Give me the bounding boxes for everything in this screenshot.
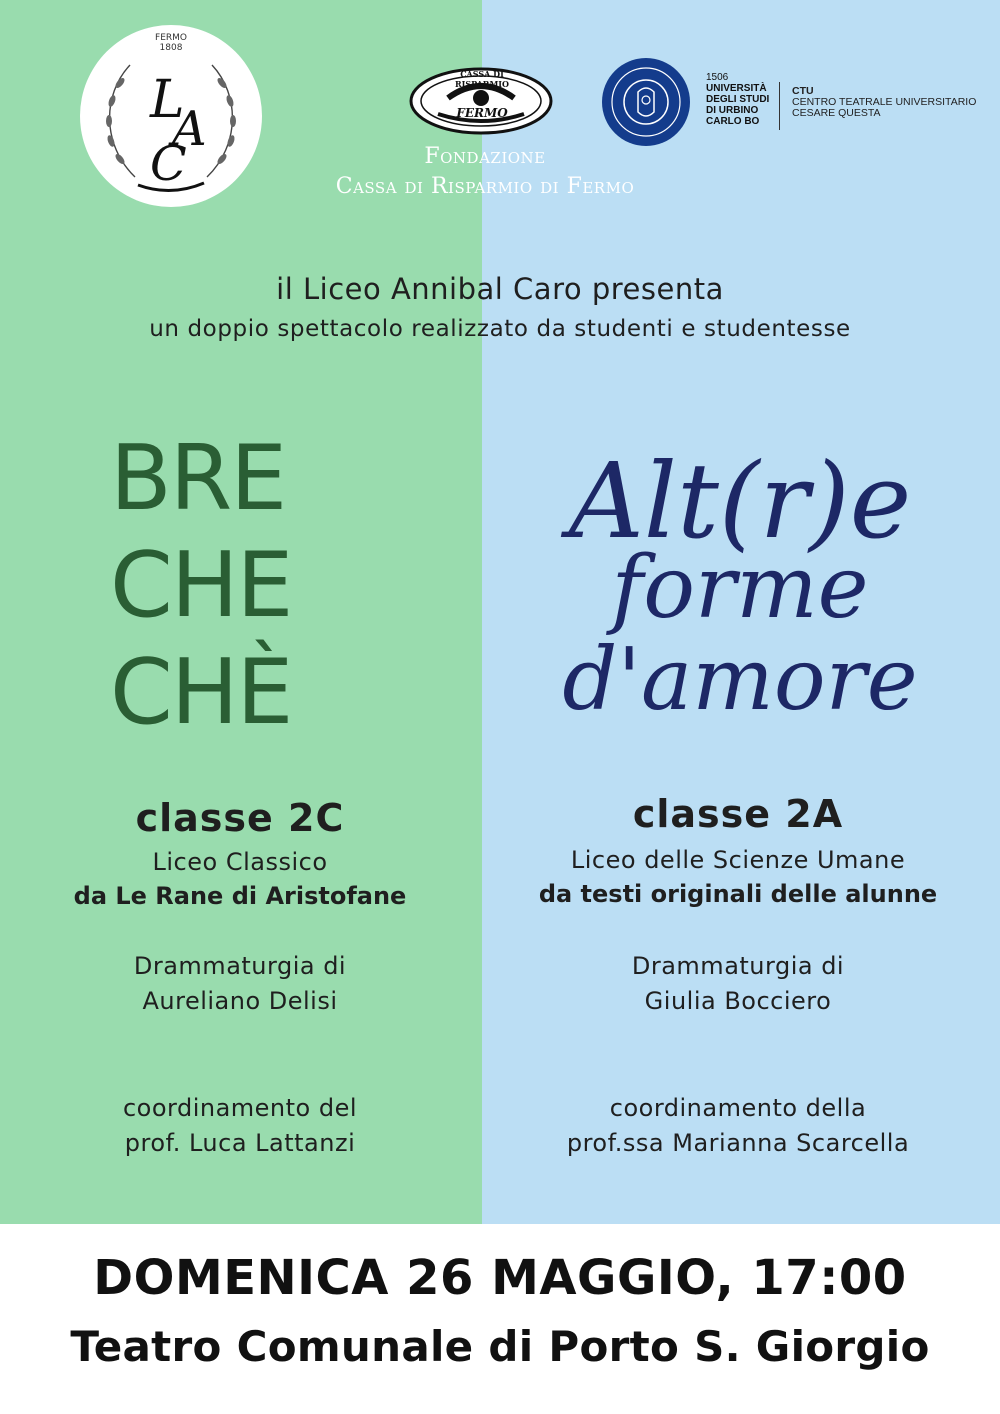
left-title-line: CHÈ bbox=[110, 640, 292, 745]
bank-seal-bottom-text: FERMO bbox=[456, 106, 508, 120]
event-venue: Teatro Comunale di Porto S. Giorgio bbox=[70, 1322, 930, 1371]
right-coord-name: prof.ssa Marianna Scarcella bbox=[566, 1129, 910, 1157]
right-title-line: forme bbox=[611, 538, 869, 638]
left-dramaturgy-name: Aureliano Delisi bbox=[142, 987, 338, 1015]
bank-seal-top-text: CASSA DI RISPARMIO bbox=[454, 69, 510, 89]
right-title-line: d'amore bbox=[562, 630, 918, 730]
event-date: DOMENICA 26 MAGGIO, 17:00 bbox=[93, 1250, 907, 1306]
university-seal-icon bbox=[602, 58, 690, 146]
university-line: DI URBINO bbox=[706, 105, 759, 116]
fondazione-name-line2: Cassa di Risparmio di Fermo bbox=[335, 174, 635, 199]
left-title-line: CHE bbox=[110, 533, 292, 638]
right-dramaturgy-label: Drammaturgia di bbox=[631, 952, 845, 980]
ctu-acronym: CTU bbox=[792, 85, 814, 97]
left-title-line: BRE bbox=[110, 426, 286, 531]
logo-divider bbox=[779, 82, 780, 130]
svg-text:L: L bbox=[150, 70, 185, 130]
university-line: UNIVERSITÀ bbox=[706, 83, 767, 94]
right-dramaturgy-name: Giulia Bocciero bbox=[644, 987, 832, 1015]
left-show-title bbox=[110, 425, 380, 746]
university-year: 1506 bbox=[706, 72, 729, 83]
ctu-line: CESARE QUESTA bbox=[792, 107, 881, 119]
left-school: Liceo Classico bbox=[152, 848, 328, 876]
left-class-label: classe 2C bbox=[135, 796, 345, 840]
right-class-label: classe 2A bbox=[632, 792, 844, 836]
ctu-name bbox=[792, 86, 976, 119]
right-coord-label: coordinamento della bbox=[609, 1094, 867, 1122]
crest-year-text: 1808 bbox=[159, 43, 183, 53]
university-line: CARLO BO bbox=[706, 116, 760, 127]
left-source: da Le Rane di Aristofane bbox=[73, 882, 407, 910]
fondazione-name-line1: Fondazione bbox=[424, 144, 546, 169]
ctu-line: CENTRO TEATRALE UNIVERSITARIO bbox=[792, 96, 977, 108]
fondazione-name bbox=[290, 142, 680, 202]
left-dramaturgy-label: Drammaturgia di bbox=[133, 952, 347, 980]
right-school: Liceo delle Scienze Umane bbox=[570, 846, 906, 874]
school-crest-icon bbox=[80, 25, 262, 207]
svg-text:A: A bbox=[172, 101, 207, 157]
right-title-line: Alt(r)e bbox=[568, 440, 912, 562]
intro-heading: il Liceo Annibal Caro presenta bbox=[276, 272, 724, 306]
intro-subheading: un doppio spettacolo realizzato da studenti e studentesse bbox=[149, 316, 851, 342]
crest-city-text: FERMO bbox=[155, 33, 187, 43]
left-coord-label: coordinamento del bbox=[122, 1094, 358, 1122]
liceo-crest-logo bbox=[80, 25, 262, 207]
university-name bbox=[706, 72, 769, 127]
left-coord-name: prof. Luca Lattanzi bbox=[124, 1129, 356, 1157]
right-source: da testi originali delle alunne bbox=[538, 880, 938, 908]
svg-text:C: C bbox=[150, 136, 187, 192]
university-line: DEGLI STUDI bbox=[706, 94, 770, 105]
